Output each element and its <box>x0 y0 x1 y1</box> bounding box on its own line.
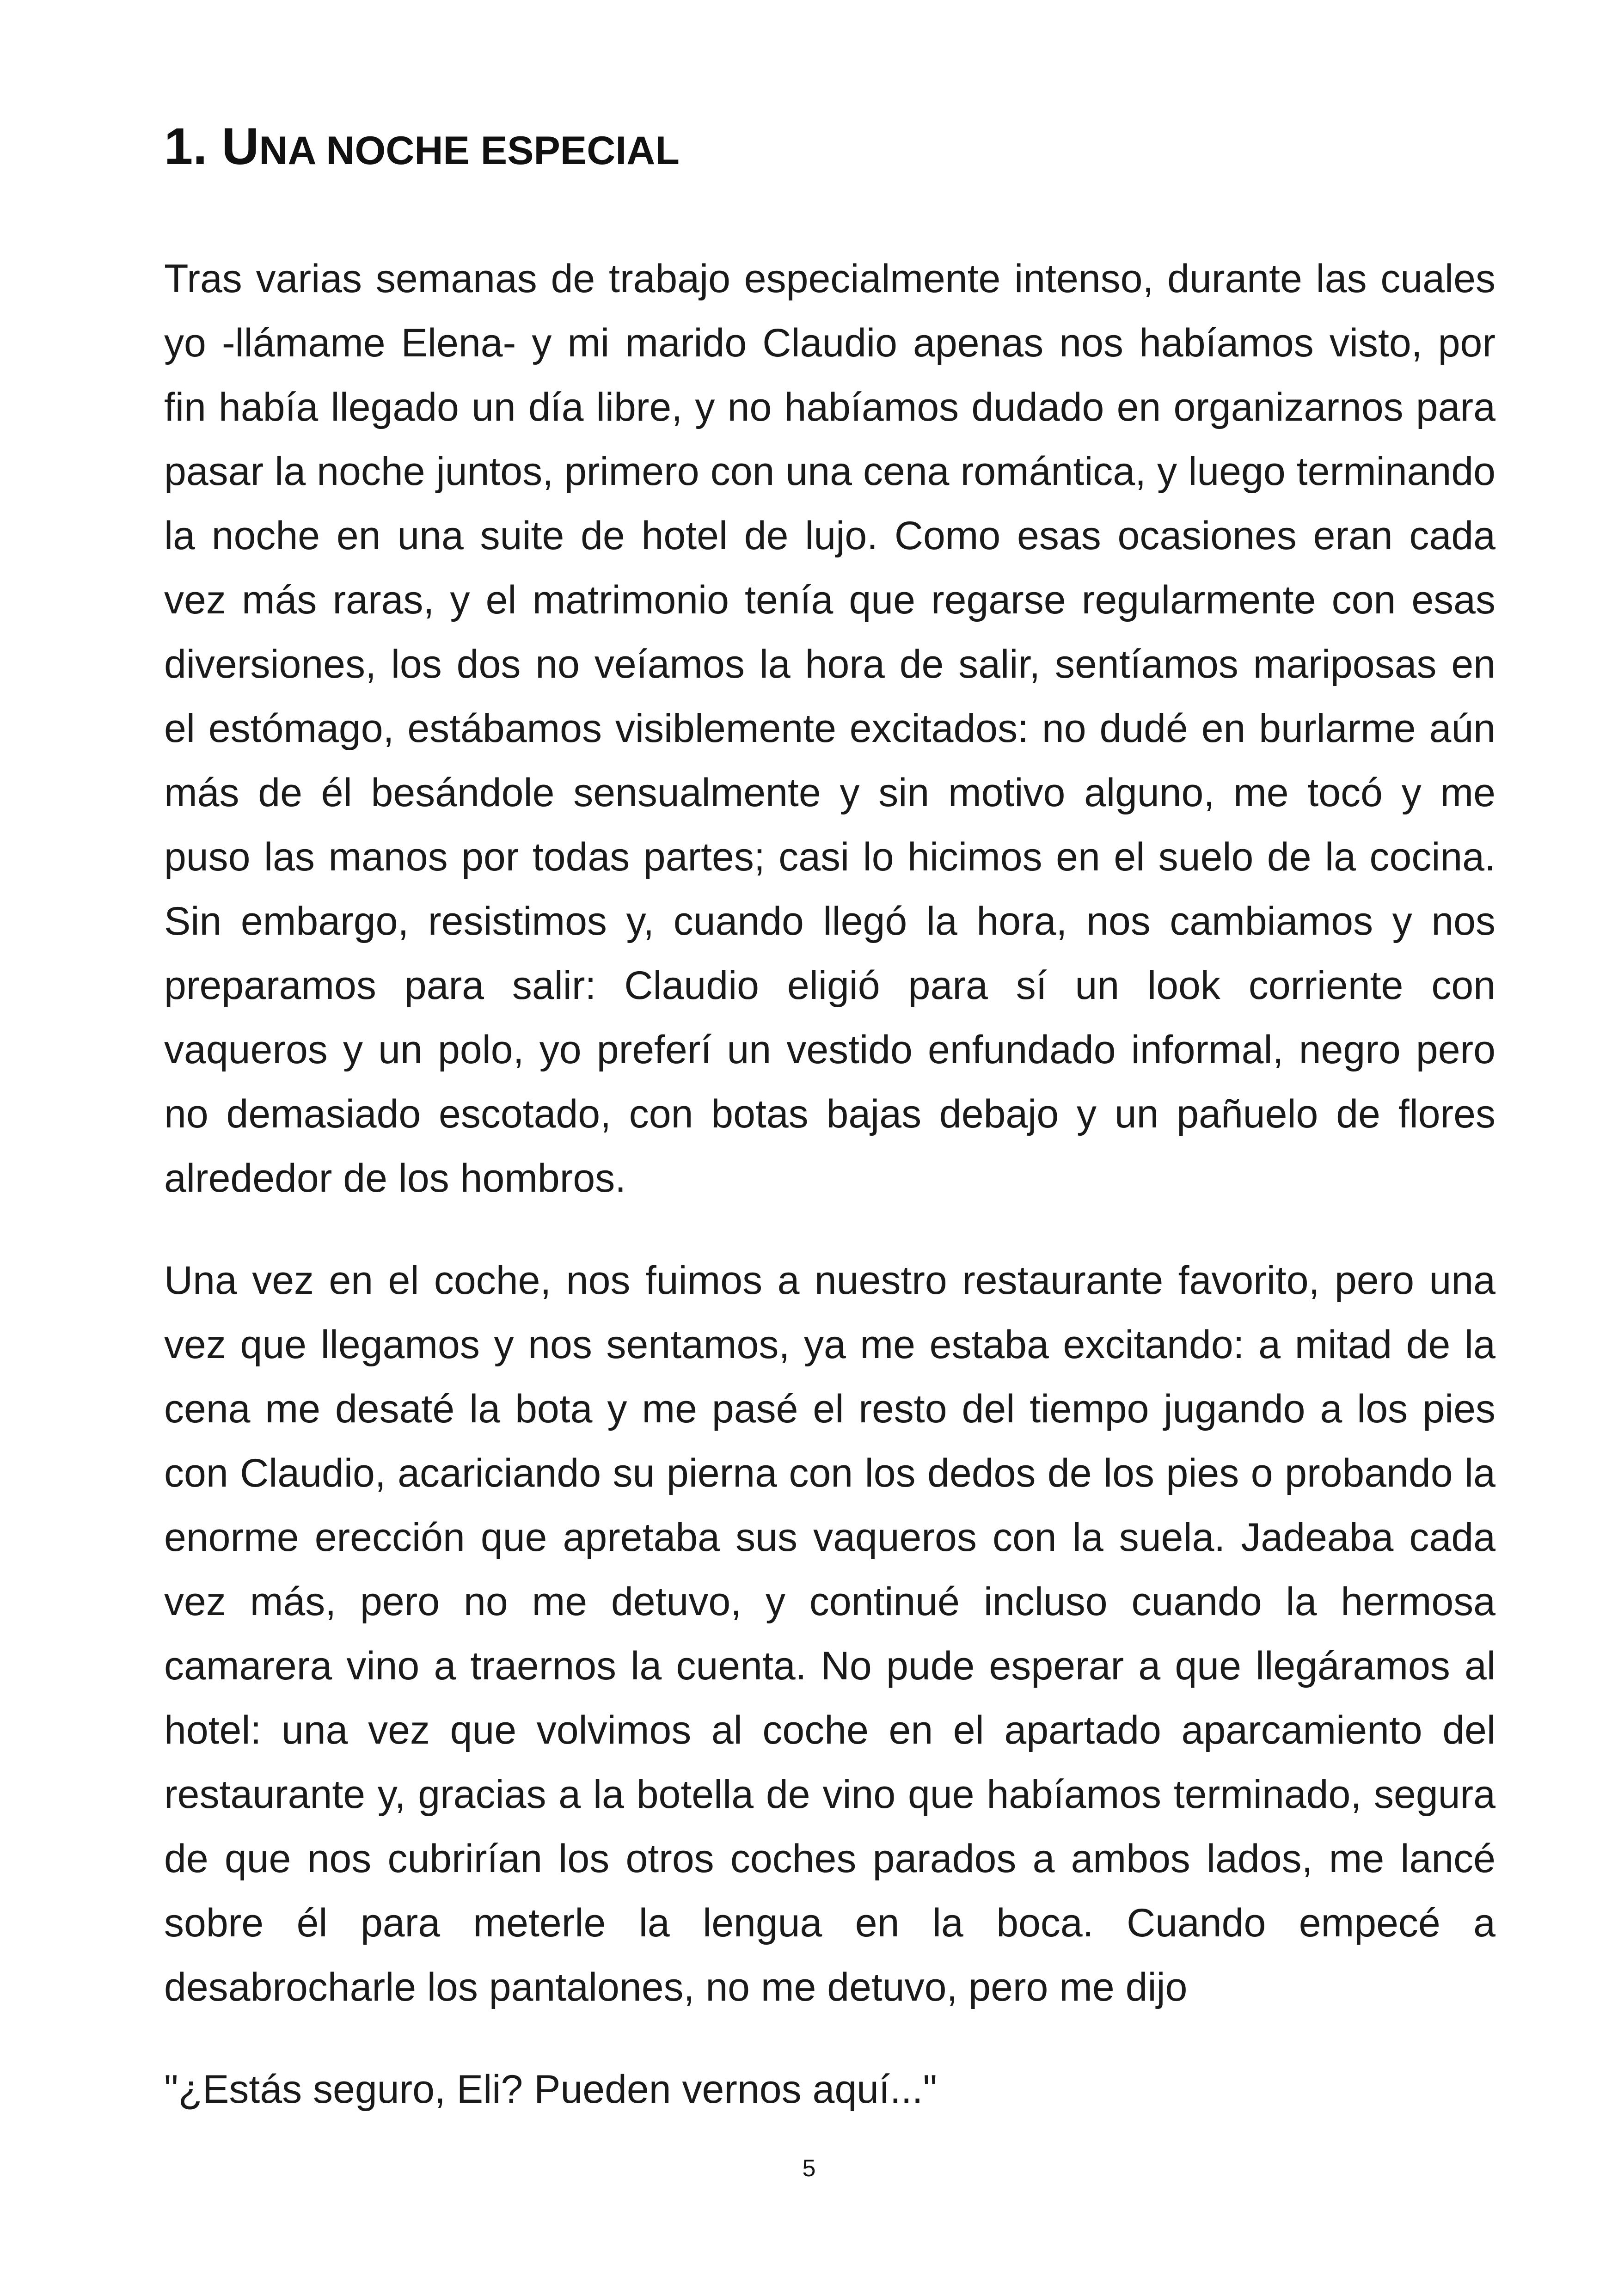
chapter-title-rest: NA NOCHE ESPECIAL <box>259 129 680 173</box>
chapter-title-prefix: 1. U <box>164 117 259 175</box>
page-number: 5 <box>802 2155 816 2182</box>
paragraph-1: Tras varias semanas de trabajo especialmente intenso, durante las cuales yo -llámame Elena- y mi marido Claudio apenas nos habíamos visto, por fin había llegado un día libre, y no habíamos dudado en organizarnos para pasar la noche juntos, primero con una cena romántica, y luego terminando la noche en una suite de hotel de lujo. Como esas ocasiones eran cada vez más raras, y el matrimonio tenía que regarse regularmente con esas diversiones, los dos no veíamos la hora de salir, sentíamos mariposas en el estómago, estábamos visiblemente excitados: no dudé en burlarme aún más de él besándole sensualmente y sin motivo alguno, me tocó y me puso las manos por todas partes; casi lo hicimos en el suelo de la cocina. Sin embargo, resistimos y, cuando llegó la hora, nos cambiamos y nos preparamos para salir: Claudio eligió para sí un look corriente con vaqueros y un polo, yo preferí un vestido enfundado informal, negro pero no demasiado escotado, con botas bajas debajo y un pañuelo de flores alrededor de los hombros. <box>164 257 1495 1201</box>
dialogue-line: "¿Estás seguro, Eli? Pueden vernos aquí..." <box>164 2067 938 2112</box>
page-body <box>164 116 1495 2122</box>
chapter-title <box>164 116 1495 178</box>
paragraph-2: Una vez en el coche, nos fuimos a nuestro restaurante favorito, pero una vez que llegamos y nos sentamos, ya me estaba excitando: a mitad de la cena me desaté la bota y me pasé el resto del tiempo jugando a los pies con Claudio, acariciando su pierna con los dedos de los pies o probando la enorme erección que apretaba sus vaqueros con la suela. Jadeaba cada vez más, pero no me detuvo, y continué incluso cuando la hermosa camarera vino a traernos la cuenta. No pude esperar a que llegáramos al hotel: una vez que volvimos al coche en el apartado aparcamiento del restaurante y, gracias a la botella de vino que habíamos terminado, segura de que nos cubrirían los otros coches parados a ambos lados, me lancé sobre él para meterle la lengua en la boca. Cuando empecé a desabrocharle los pantalones, no me detuvo, pero me dijo <box>164 1258 1495 2010</box>
